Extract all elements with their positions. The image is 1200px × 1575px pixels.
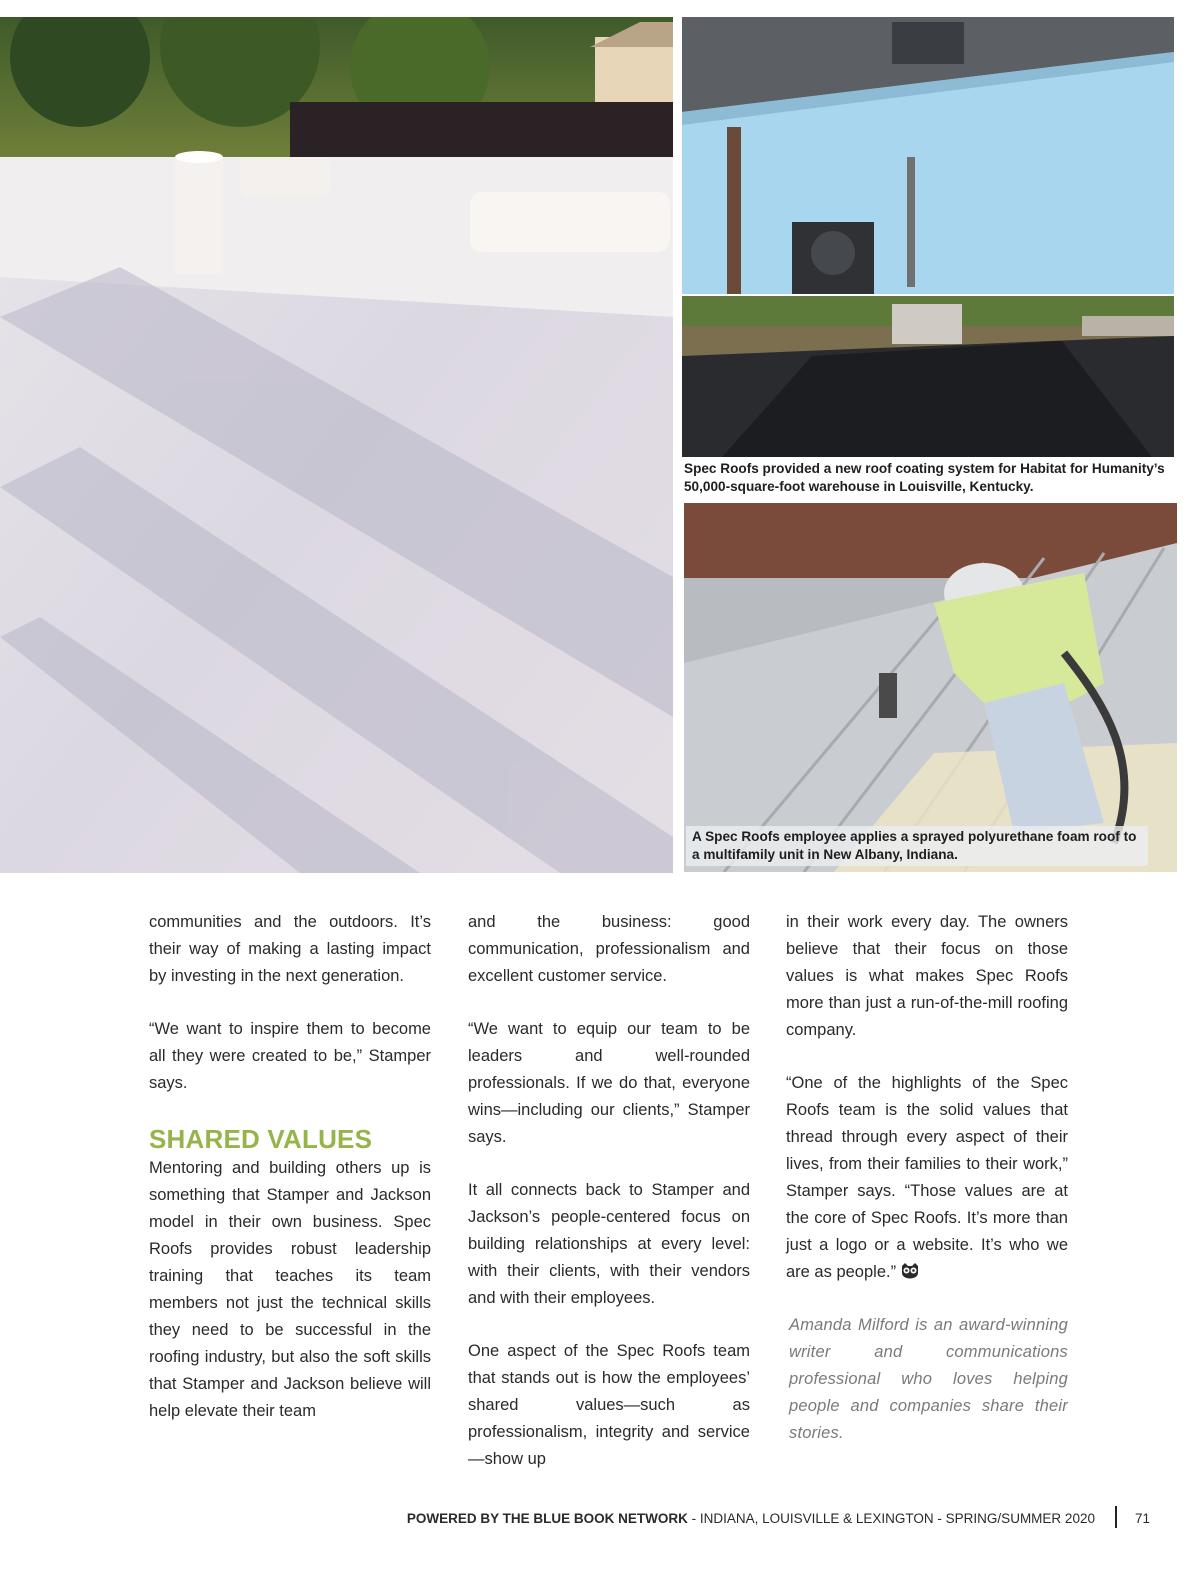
paragraph: It all connects back to Stamper and Jackson’s people-centered focus on building relationships at every level: with their clients, with their vendors and with their employees. bbox=[468, 1181, 750, 1307]
page-footer bbox=[300, 1506, 1150, 1529]
photo-white-foam-roof bbox=[0, 17, 673, 873]
dark-roof-illustration bbox=[682, 296, 1174, 457]
photo-dark-roof bbox=[682, 296, 1174, 457]
blue-roof-illustration bbox=[682, 17, 1174, 294]
caption-employee: A Spec Roofs employee applies a sprayed polyurethane foam roof to a multifamily unit in New Albany, Indiana. bbox=[686, 826, 1148, 866]
paragraph: and the business: good communication, professionalism and excellent customer service. bbox=[468, 913, 750, 985]
footer-brand: POWERED BY THE BLUE BOOK NETWORK bbox=[406, 1511, 688, 1526]
article-column-3 bbox=[786, 909, 1068, 1447]
paragraph: Mentoring and building others up is something that Stamper and Jackson model in their own business. Spec Roofs provides robust leadership training that teaches its team members not just the technical skills they need to be successful in the roofing industry, but also the soft skills that Stamper and Jackson believe will help elevate their team bbox=[149, 1159, 431, 1420]
page-number: 71 bbox=[1134, 1511, 1150, 1526]
photo-worker-spraying bbox=[684, 503, 1177, 872]
footer-edition: - INDIANA, LOUISVILLE & LEXINGTON - SPRING/SUMMER 2020 bbox=[687, 1511, 1095, 1526]
paragraph: “We want to inspire them to become all they were created to be,” Stamper says. bbox=[149, 1020, 431, 1092]
owl-end-mark-icon bbox=[900, 1262, 920, 1279]
paragraph: in their work every day. The owners believe that their focus on those values is what makes Spec Roofs more than just a run-of-the-mill roofing company. bbox=[786, 913, 1068, 1039]
author-bio: Amanda Milford is an award-winning writer and communications professional who loves helping people and companies share their stories. bbox=[789, 1316, 1068, 1442]
paragraph: communities and the outdoors. It’s their way of making a lasting impact by investing in the next generation. bbox=[149, 913, 431, 985]
worker-spraying-illustration bbox=[684, 503, 1177, 872]
photo-blue-roof bbox=[682, 17, 1174, 294]
paragraph: “We want to equip our team to be leaders and well-rounded professionals. If we do that, everyone wins—including our clients,” Stamper says. bbox=[468, 1020, 750, 1146]
section-heading: SHARED VALUES bbox=[149, 1124, 373, 1154]
paragraph-with-end-mark bbox=[786, 1070, 1068, 1286]
roof-photo-illustration bbox=[0, 17, 673, 873]
article-column-2 bbox=[468, 909, 750, 1473]
paragraph-text: “One of the highlights of the Spec Roofs team is the solid values that thread through every aspect of their lives, from their families to their work,” Stamper says. “Those values are at the core of Spec Roofs. It’s more than just a logo or a website. It’s who we are as people.” bbox=[786, 1074, 1068, 1281]
footer-divider bbox=[1115, 1506, 1117, 1528]
article-column-1 bbox=[149, 909, 431, 1425]
caption-habitat: Spec Roofs provided a new roof coating system for Habitat for Humanity’s 50,000-square-foot warehouse in Louisville, Kentucky. bbox=[684, 461, 1165, 494]
paragraph: One aspect of the Spec Roofs team that stands out is how the employees’ shared values—such as professionalism, integrity and service—show up bbox=[468, 1342, 750, 1468]
